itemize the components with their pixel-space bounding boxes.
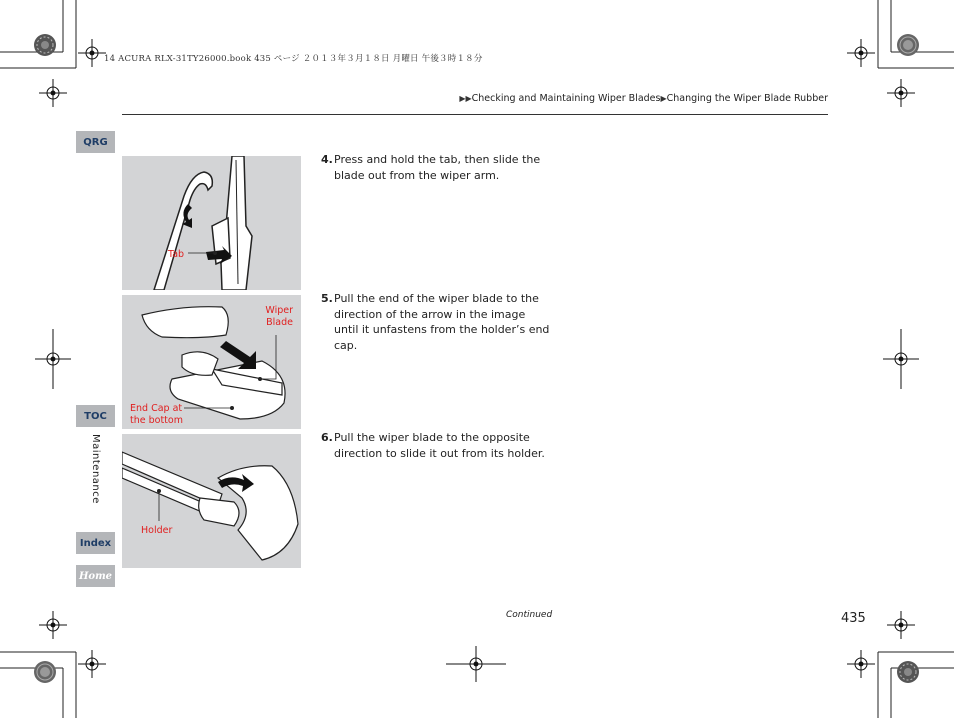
figure-holder [122, 434, 301, 568]
callout-tab: Tab [168, 249, 185, 260]
breadcrumb-section-link[interactable]: Checking and Maintaining Wiper Blades [471, 93, 661, 104]
step-number: 5. [321, 292, 333, 305]
continued-label: Continued [506, 610, 553, 620]
breadcrumb-separator: ▶ [660, 94, 667, 103]
toc-button[interactable]: TOC [76, 405, 115, 427]
callout-holder: Holder [141, 525, 173, 536]
figure-wiper-arm-tab [122, 156, 301, 290]
step-number: 4. [321, 153, 333, 166]
callout-bottom: the bottom [130, 415, 183, 426]
page-number: 435 [841, 611, 866, 626]
step-6 [321, 430, 561, 461]
breadcrumb [459, 93, 828, 104]
home-button[interactable]: Home [76, 565, 115, 587]
file-header: 14 ACURA RLX-31TY26000.book 435 ページ ２０１３年３月１８日 月曜日 午後３時１８分 [104, 54, 483, 64]
breadcrumb-page: Changing the Wiper Blade Rubber [666, 93, 828, 104]
step-4 [321, 152, 561, 183]
step-text: Pull the end of the wiper blade to the direction of the arrow in the image until it unfastens from the holder’s end cap. [334, 292, 550, 352]
callout-blade: Blade [266, 317, 293, 328]
callout-end-cap: End Cap at [130, 403, 183, 414]
breadcrumb-arrows: ▶▶ [459, 94, 472, 103]
index-button[interactable]: Index [76, 532, 115, 554]
callout-wiper: Wiper [265, 305, 293, 316]
step-5 [321, 291, 553, 353]
chapter-label: Maintenance [90, 434, 101, 504]
end-cap-illustration [122, 295, 301, 429]
step-text: Pull the wiper blade to the opposite direction to slide it out from its holder. [334, 431, 545, 460]
header-rule [122, 114, 828, 115]
step-number: 6. [321, 431, 333, 444]
wiper-arm-illustration [122, 156, 301, 290]
figure-end-cap [122, 295, 301, 429]
step-text: Press and hold the tab, then slide the blade out from the wiper arm. [334, 153, 541, 182]
holder-illustration [122, 434, 301, 568]
qrg-button[interactable]: QRG [76, 131, 115, 153]
